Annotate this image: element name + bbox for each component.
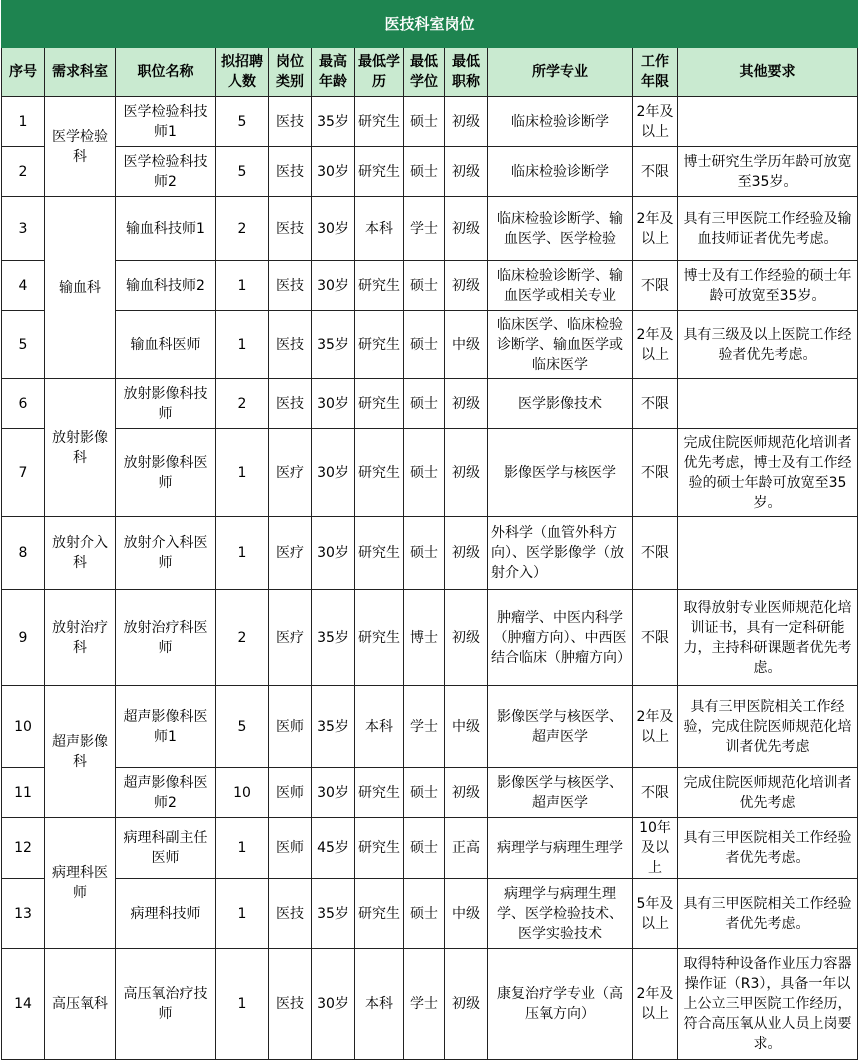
cell-dept: 超声影像科 (45, 686, 116, 818)
cell-count: 2 (216, 197, 269, 261)
cell-years: 不限 (633, 261, 678, 311)
cell-major: 影像医学与核医学 (488, 429, 633, 517)
cell-degree: 硕士 (404, 261, 445, 311)
cell-degree: 硕士 (404, 818, 445, 879)
table-row (2, 768, 858, 818)
cell-years: 2年及以上 (633, 311, 678, 379)
header-dept: 需求科室 (45, 48, 116, 97)
cell-age: 35岁 (312, 311, 355, 379)
table-row (2, 590, 858, 686)
cell-other: 具有三甲医院相关工作经验者优先考虑。 (678, 818, 858, 879)
cell-age: 30岁 (312, 147, 355, 197)
cell-age: 45岁 (312, 818, 355, 879)
cell-degree: 硕士 (404, 517, 445, 590)
cell-category: 医疗 (269, 429, 312, 517)
cell-edu: 本科 (355, 949, 404, 1060)
cell-edu: 本科 (355, 197, 404, 261)
table-row (2, 686, 858, 768)
cell-major: 临床检验诊断学、输血医学、医学检验 (488, 197, 633, 261)
cell-edu: 研究生 (355, 768, 404, 818)
cell-dept: 医学检验科 (45, 97, 116, 197)
cell-count: 5 (216, 147, 269, 197)
cell-category: 医师 (269, 686, 312, 768)
cell-major: 影像医学与核医学、超声医学 (488, 686, 633, 768)
cell-no: 10 (2, 686, 45, 768)
table-row (2, 147, 858, 197)
cell-title: 初级 (445, 197, 488, 261)
table-row (2, 97, 858, 147)
cell-other (678, 379, 858, 429)
cell-title: 初级 (445, 517, 488, 590)
cell-count: 2 (216, 590, 269, 686)
cell-category: 医疗 (269, 590, 312, 686)
table-row (2, 379, 858, 429)
cell-edu: 研究生 (355, 261, 404, 311)
cell-category: 医技 (269, 261, 312, 311)
cell-age: 35岁 (312, 590, 355, 686)
cell-count: 1 (216, 261, 269, 311)
cell-other: 具有三甲医院相关工作经验者优先考虑。 (678, 879, 858, 949)
cell-title: 初级 (445, 590, 488, 686)
cell-position: 超声影像科医师1 (116, 686, 216, 768)
cell-position: 输血科技师1 (116, 197, 216, 261)
cell-years: 2年及以上 (633, 97, 678, 147)
cell-no: 8 (2, 517, 45, 590)
job-table (1, 0, 858, 1060)
table-row (2, 261, 858, 311)
table-row (2, 879, 858, 949)
cell-category: 医师 (269, 768, 312, 818)
header-no: 序号 (2, 48, 45, 97)
cell-other: 完成住院医师规范化培训者优先考虑，博士及有工作经验的硕士年龄可放宽至35岁。 (678, 429, 858, 517)
cell-years: 2年及以上 (633, 949, 678, 1060)
cell-degree: 学士 (404, 949, 445, 1060)
cell-other (678, 517, 858, 590)
header-major: 所学专业 (488, 48, 633, 97)
cell-title: 初级 (445, 379, 488, 429)
cell-position: 输血科医师 (116, 311, 216, 379)
header-title: 最低职称 (445, 48, 488, 97)
cell-major: 病理学与病理生理学 (488, 818, 633, 879)
cell-major: 临床检验诊断学、输血医学或相关专业 (488, 261, 633, 311)
cell-position: 病理科技师 (116, 879, 216, 949)
cell-other: 取得放射专业医师规范化培训证书，具有一定科研能力，主持科研课题者优先考虑。 (678, 590, 858, 686)
cell-edu: 研究生 (355, 590, 404, 686)
cell-title: 中级 (445, 311, 488, 379)
cell-major: 外科学（血管外科方向）、医学影像学（放射介入） (488, 517, 633, 590)
cell-position: 放射影像科医师 (116, 429, 216, 517)
cell-category: 医技 (269, 311, 312, 379)
header-count: 拟招聘人数 (216, 48, 269, 97)
cell-major: 影像医学与核医学、超声医学 (488, 768, 633, 818)
cell-title: 初级 (445, 768, 488, 818)
cell-no: 7 (2, 429, 45, 517)
cell-other: 取得特种设备作业压力容器操作证（R3），具备一年以上公立三甲医院工作经历，符合高压氧从业人员上岗要求。 (678, 949, 858, 1060)
cell-position: 高压氧治疗技师 (116, 949, 216, 1060)
cell-other: 博士及有工作经验的硕士年龄可放宽至35岁。 (678, 261, 858, 311)
cell-edu: 研究生 (355, 879, 404, 949)
cell-years: 不限 (633, 768, 678, 818)
cell-count: 1 (216, 429, 269, 517)
title-row (2, 1, 858, 48)
cell-title: 初级 (445, 97, 488, 147)
cell-degree: 硕士 (404, 97, 445, 147)
cell-dept: 病理科医师 (45, 818, 116, 949)
cell-dept: 输血科 (45, 197, 116, 379)
cell-position: 医学检验科技师1 (116, 97, 216, 147)
cell-position: 放射介入科医师 (116, 517, 216, 590)
cell-years: 2年及以上 (633, 197, 678, 261)
cell-years: 不限 (633, 379, 678, 429)
cell-edu: 研究生 (355, 517, 404, 590)
cell-title: 正高 (445, 818, 488, 879)
table-row (2, 197, 858, 261)
cell-years: 5年及以上 (633, 879, 678, 949)
cell-major: 临床检验诊断学 (488, 97, 633, 147)
cell-no: 14 (2, 949, 45, 1060)
cell-years: 10年及以上 (633, 818, 678, 879)
cell-degree: 硕士 (404, 429, 445, 517)
cell-years: 不限 (633, 517, 678, 590)
cell-no: 5 (2, 311, 45, 379)
cell-degree: 硕士 (404, 768, 445, 818)
cell-years: 不限 (633, 590, 678, 686)
cell-no: 2 (2, 147, 45, 197)
cell-no: 4 (2, 261, 45, 311)
cell-major: 肿瘤学、中医内科学（肿瘤方向）、中西医结合临床（肿瘤方向） (488, 590, 633, 686)
cell-edu: 研究生 (355, 429, 404, 517)
cell-position: 病理科副主任医师 (116, 818, 216, 879)
table-row (2, 949, 858, 1060)
table-row (2, 311, 858, 379)
cell-count: 1 (216, 818, 269, 879)
cell-age: 30岁 (312, 197, 355, 261)
cell-title: 中级 (445, 879, 488, 949)
header-position: 职位名称 (116, 48, 216, 97)
cell-major: 医学影像技术 (488, 379, 633, 429)
cell-no: 9 (2, 590, 45, 686)
cell-no: 11 (2, 768, 45, 818)
cell-position: 输血科技师2 (116, 261, 216, 311)
cell-degree: 硕士 (404, 147, 445, 197)
header-edu: 最低学历 (355, 48, 404, 97)
cell-years: 不限 (633, 147, 678, 197)
cell-edu: 研究生 (355, 147, 404, 197)
cell-position: 超声影像科医师2 (116, 768, 216, 818)
cell-edu: 研究生 (355, 97, 404, 147)
cell-title: 中级 (445, 686, 488, 768)
cell-count: 10 (216, 768, 269, 818)
cell-category: 医疗 (269, 517, 312, 590)
cell-no: 1 (2, 97, 45, 147)
cell-edu: 研究生 (355, 818, 404, 879)
cell-category: 医师 (269, 818, 312, 879)
cell-degree: 学士 (404, 197, 445, 261)
cell-title: 初级 (445, 429, 488, 517)
cell-no: 12 (2, 818, 45, 879)
cell-major: 病理学与病理生理学、医学检验技术、医学实验技术 (488, 879, 633, 949)
cell-age: 30岁 (312, 517, 355, 590)
cell-other: 具有三甲医院相关工作经验，完成住院医师规范化培训者优先考虑 (678, 686, 858, 768)
table-row (2, 517, 858, 590)
cell-count: 1 (216, 879, 269, 949)
table-row (2, 429, 858, 517)
cell-category: 医技 (269, 197, 312, 261)
cell-category: 医技 (269, 379, 312, 429)
cell-no: 13 (2, 879, 45, 949)
cell-title: 初级 (445, 949, 488, 1060)
cell-age: 35岁 (312, 879, 355, 949)
cell-degree: 硕士 (404, 879, 445, 949)
cell-count: 1 (216, 517, 269, 590)
cell-title: 初级 (445, 261, 488, 311)
cell-other (678, 97, 858, 147)
cell-title: 初级 (445, 147, 488, 197)
cell-count: 2 (216, 379, 269, 429)
cell-no: 3 (2, 197, 45, 261)
header-degree: 最低学位 (404, 48, 445, 97)
cell-major: 康复治疗学专业（高压氧方向） (488, 949, 633, 1060)
cell-degree: 硕士 (404, 379, 445, 429)
header-row (2, 48, 858, 97)
cell-degree: 博士 (404, 590, 445, 686)
cell-other: 具有三甲医院工作经验及输血技师证者优先考虑。 (678, 197, 858, 261)
cell-age: 35岁 (312, 97, 355, 147)
header-age: 最高年龄 (312, 48, 355, 97)
cell-category: 医技 (269, 97, 312, 147)
cell-other: 具有三级及以上医院工作经验者优先考虑。 (678, 311, 858, 379)
cell-major: 临床检验诊断学 (488, 147, 633, 197)
cell-position: 放射治疗科医师 (116, 590, 216, 686)
table-row (2, 818, 858, 879)
cell-category: 医技 (269, 949, 312, 1060)
cell-position: 医学检验科技师2 (116, 147, 216, 197)
cell-dept: 高压氧科 (45, 949, 116, 1060)
cell-age: 30岁 (312, 949, 355, 1060)
header-years: 工作年限 (633, 48, 678, 97)
cell-age: 35岁 (312, 686, 355, 768)
cell-dept: 放射介入科 (45, 517, 116, 590)
cell-age: 30岁 (312, 768, 355, 818)
cell-count: 1 (216, 949, 269, 1060)
cell-category: 医技 (269, 147, 312, 197)
cell-edu: 研究生 (355, 379, 404, 429)
cell-degree: 硕士 (404, 311, 445, 379)
cell-degree: 学士 (404, 686, 445, 768)
cell-age: 30岁 (312, 261, 355, 311)
header-other: 其他要求 (678, 48, 858, 97)
header-category: 岗位类别 (269, 48, 312, 97)
cell-major: 临床医学、临床检验诊断学、输血医学或临床医学 (488, 311, 633, 379)
cell-edu: 研究生 (355, 311, 404, 379)
cell-count: 5 (216, 686, 269, 768)
cell-category: 医技 (269, 879, 312, 949)
cell-years: 2年及以上 (633, 686, 678, 768)
cell-count: 1 (216, 311, 269, 379)
table-title: 医技科室岗位 (2, 1, 858, 48)
cell-count: 5 (216, 97, 269, 147)
cell-dept: 放射影像科 (45, 379, 116, 517)
cell-dept: 放射治疗科 (45, 590, 116, 686)
cell-position: 放射影像科技师 (116, 379, 216, 429)
cell-edu: 本科 (355, 686, 404, 768)
cell-years: 不限 (633, 429, 678, 517)
cell-age: 30岁 (312, 379, 355, 429)
cell-other: 完成住院医师规范化培训者优先考虑 (678, 768, 858, 818)
cell-no: 6 (2, 379, 45, 429)
cell-other: 博士研究生学历年龄可放宽至35岁。 (678, 147, 858, 197)
cell-age: 30岁 (312, 429, 355, 517)
